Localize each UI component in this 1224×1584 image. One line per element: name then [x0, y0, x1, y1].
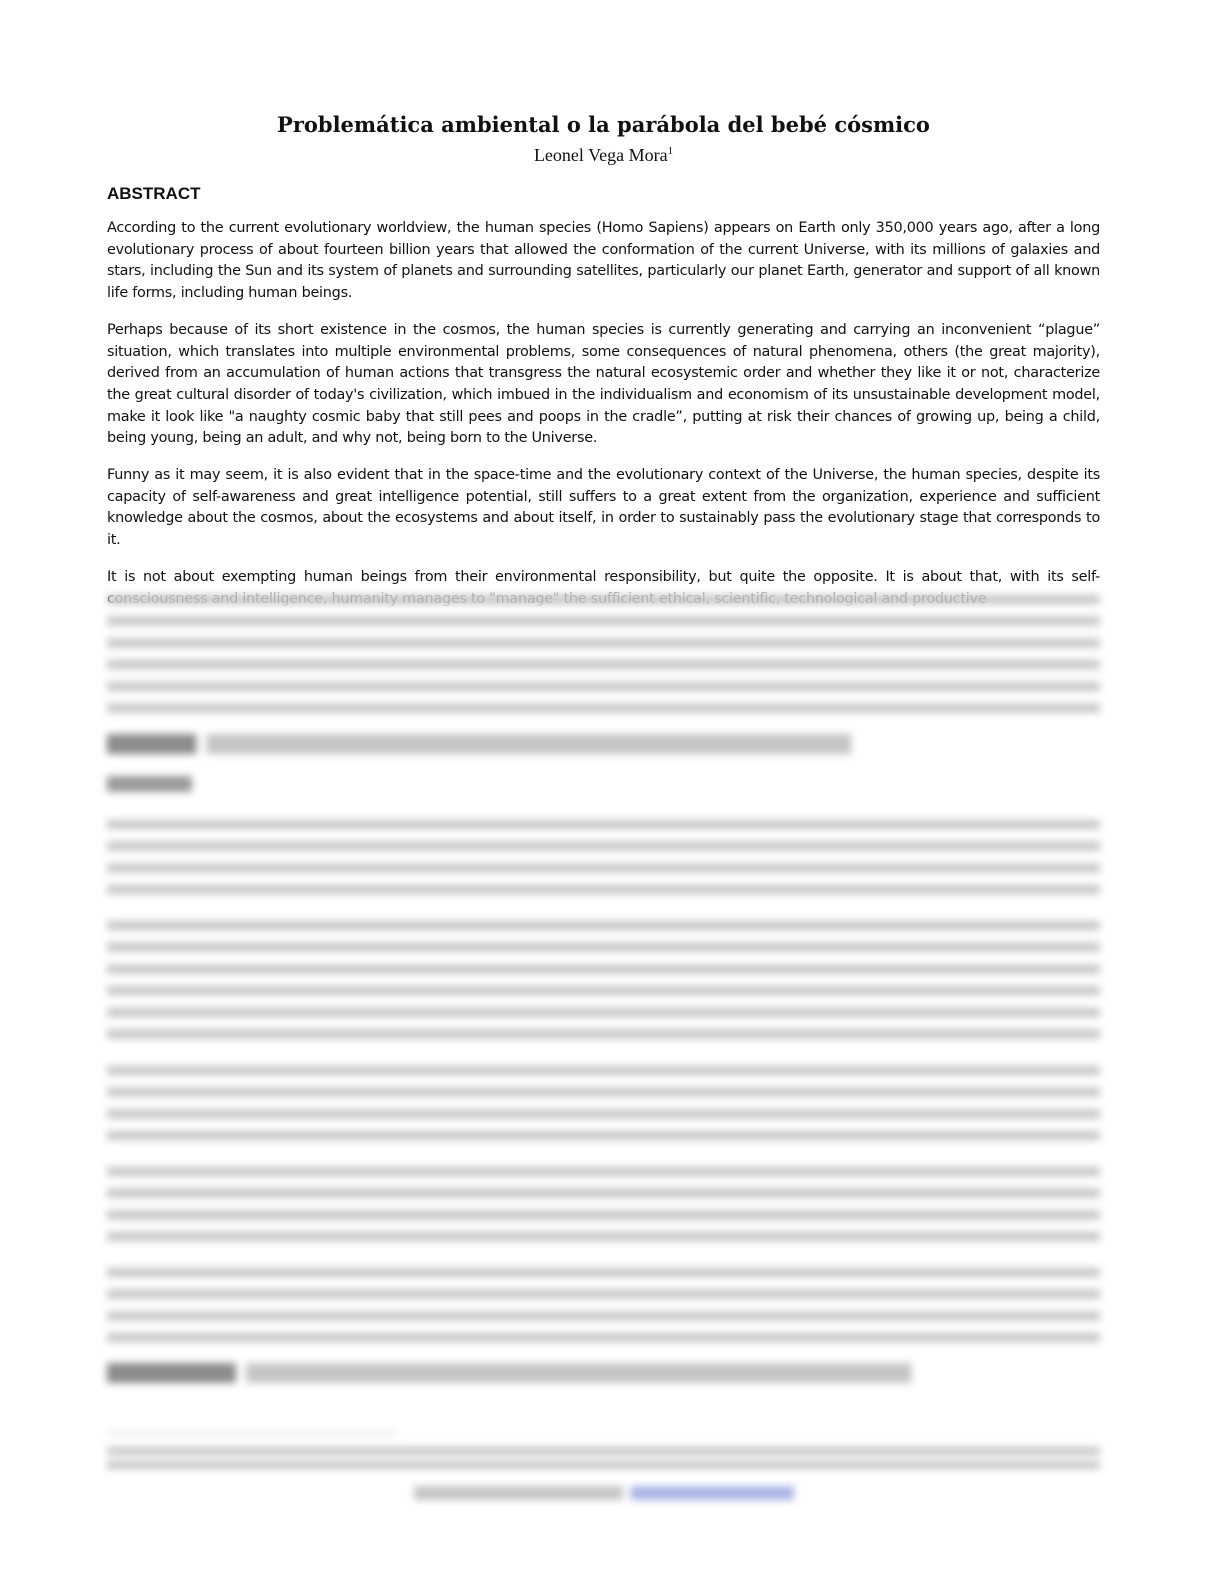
document-author — [107, 140, 1100, 166]
footnote-separator — [107, 1433, 397, 1434]
abstract-paragraph-1: According to the current evolutionary worldview, the human species (Homo Sapiens) appears on Earth only 350,000 years ago, after a long evolutionary process of about fourteen billion years that allowed the conformation of the current Universe, with its millions of galaxies and stars, including the Sun and its system of planets and surrounding satellites, particularly our planet Earth, generator and support of all known life forms, including human beings. — [107, 220, 1100, 302]
obscured-paragraph-continuation — [107, 589, 1100, 719]
obscured-footer — [414, 1486, 794, 1500]
obscured-footnote — [107, 1444, 1100, 1472]
obscured-content — [107, 589, 1100, 1500]
obscured-text-block — [107, 589, 1100, 719]
obscured-text-block — [107, 1161, 1100, 1247]
obscured-text-block — [107, 814, 1100, 900]
abstract-paragraph-2: Perhaps because of its short existence in the cosmos, the human species is currently generating and carrying an inconvenient “plague” situation, which translates into multiple environmental problems, some consequences of natural phenomena, others (the great majority), derived from an accumulation of human actions that transgress the natural ecosystemic order and whether they like it or not, characterize the great cultural disorder of today's civilization, which imbued in the individualism and economism of its unsustainable development model, make it look like "a naughty cosmic baby that still pees and poops in the cradle”, putting at risk their chances of growing up, being a child, being young, being an adult, and why not, being born to the Universe. — [107, 321, 1100, 447]
document-title: Problemática ambiental o la parábola del bebé cósmico — [277, 112, 930, 137]
obscured-keywords-line — [107, 734, 1100, 754]
obscured-text-block — [107, 915, 1100, 1045]
author-name: Leonel Vega Mora — [533, 145, 668, 165]
obscured-text-block — [107, 1060, 1100, 1146]
obscured-section-heading — [107, 776, 192, 792]
abstract-paragraph-4: It is not about exempting human beings from their environmental responsibility, but quite the opposite. It is about that, with its self- — [107, 568, 1100, 585]
obscured-keywords-line — [107, 1363, 1100, 1383]
abstract-paragraph-3: Funny as it may seem, it is also evident that in the space-time and the evolutionary context of the Universe, the human species, despite its capacity of self-awareness and great intelligence potential, still suffers to a great extent from the organization, experience and sufficient knowledge about the cosmos, about the ecosystems and about itself, in order to sustainably pass the evolutionary stage that corresponds to it. — [107, 467, 1100, 549]
document-page — [107, 110, 1100, 1500]
author-footnote-mark: 1 — [667, 145, 674, 157]
abstract-heading: ABSTRACT — [107, 184, 201, 203]
obscured-text-block — [107, 1262, 1100, 1348]
